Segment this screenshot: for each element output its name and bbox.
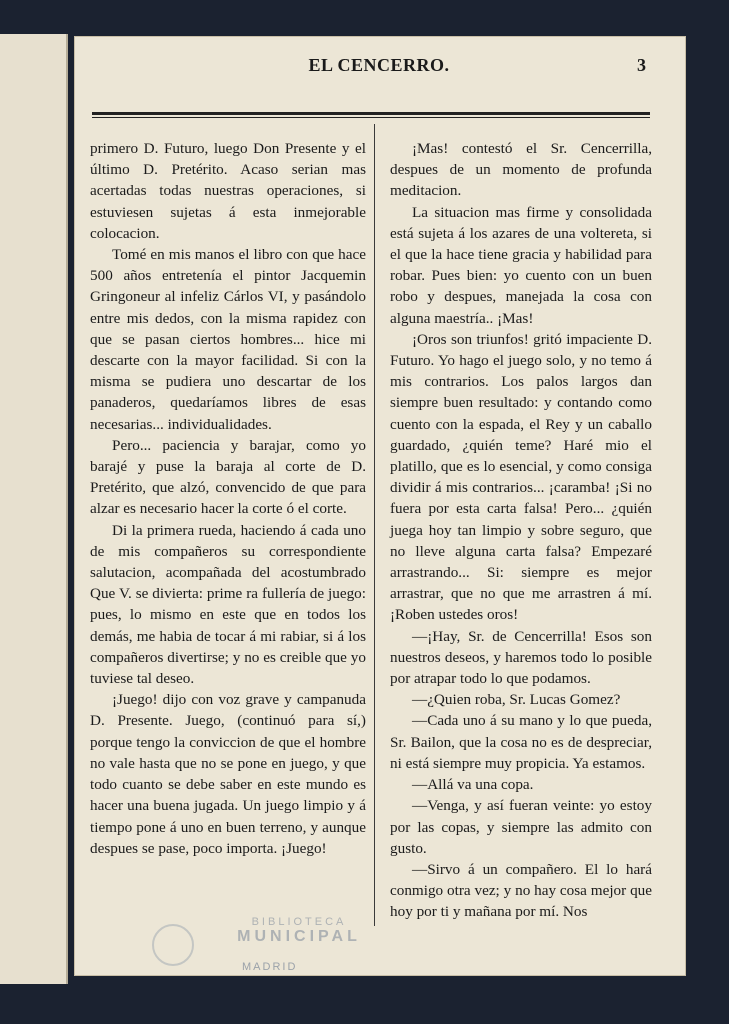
paragraph: Tomé en mis manos el libro con que hace 500 años entretenía el pintor Jacquemin Gringoneur al infeliz Cárlos VI, y pasándolo entre mis dedos, con la misma rapidez con que se pasan ciertos hombres... hice mi descarte con la mayor facilidad. Si con la misma se pudiera uno descartar de los panaderos, quedaríamos libres de esas necesarias... individualidades. [90, 246, 366, 433]
stamp-line: BIBLIOTECA [251, 916, 347, 928]
paragraph: —¡Hay, Sr. de Cencerrilla! Esos son nuestros deseos, y haremos todo lo posible por atrapar todo lo que podamos. [390, 627, 652, 688]
newspaper-title: EL CENCERRO. [308, 55, 450, 75]
paragraph: primero D. Futuro, luego Don Presente y el último D. Pretérito. Acaso serian mas acertadas todas nuestras operaciones, si estuviesen sujetas á esta inmejorable colocacion. [90, 140, 366, 242]
right-column [390, 138, 652, 923]
column-divider [374, 124, 375, 926]
paragraph: ¡Juego! dijo con voz grave y campanuda D. Presente. Juego, (continuó para sí,) porque tengo la conviccion de que el hombre no vale hasta que no se pone en juego, y que todo cuanto se debe saber en este mundo es hacer una buena jugada. Un juego limpio y á tiempo pone á uno en buen terreno, y aunque despues se pase, poco importa. ¡Juego! [90, 691, 366, 857]
library-seal-icon [152, 924, 194, 966]
paragraph: —Venga, y así fueran veinte: yo estoy por las copas, y siempre las admito con gusto. [390, 797, 652, 857]
newspaper-page [74, 36, 686, 976]
header-rule-thin [92, 117, 650, 118]
stamp-location: MADRID [242, 961, 298, 973]
paragraph: —¿Quien roba, Sr. Lucas Gomez? [412, 691, 621, 709]
paragraph: ¡Mas! contestó el Sr. Cencerrilla, despues de un momento de profunda meditacion. [390, 140, 652, 200]
page-header [86, 52, 672, 82]
facing-page-edge [0, 34, 68, 984]
paragraph: —Cada uno á su mano y lo que pueda, Sr. Bailon, que la cosa no es de despreciar, ni está siempre muy propicia. Ya estamos. [390, 712, 652, 772]
paragraph: ¡Oros son triunfos! gritó impaciente D. Futuro. Yo hago el juego solo, y no temo á mis contrarios. Los palos largos dan siempre buen resultado: y contando como cuento con la espada, el Rey y un caballo guardado, ¿quién teme? Haré mio el platillo, que es lo esencial, y como consiga dividir á mis contrarios... ¡caramba! ¡Si no fuera por esta carta falsa! Pero... ¿quién juega hoy tan limpio y sobre seguro, que no lleve alguna carta falsa? Empezaré arrastrando... Si: siempre es mejor arrastrar, que no que me arrastren á mí. ¡Roben ustedes oros! [390, 330, 652, 624]
paragraph: —Allá va una copa. [412, 776, 534, 794]
paragraph: Di la primera rueda, haciendo á cada uno de mis compañeros su correspondiente salutacion, acompañada del acostumbrado Que V. se divierta: prime ra fullería de juego: pues, lo mismo en este que en todos los demás, me habia de tocar á mi rabiar, si á los compañeros divertirse; y no es creible que yo tuviese tal deseo. [90, 521, 366, 688]
paragraph: Pero... paciencia y barajar, como yo barajé y puse la baraja al corte de D. Pretérito, que alzó, convencido de que para alzar es necesario hacer la corte ó el corte. [90, 436, 366, 518]
left-column [90, 138, 366, 859]
paragraph: —Sirvo á un compañero. El lo hará conmigo otra vez; y no hay cosa mejor que hoy por ti y mañana por mí. Nos [390, 860, 652, 921]
library-stamp [194, 916, 404, 956]
page-number: 3 [637, 55, 646, 75]
header-rule-thick [92, 112, 650, 115]
stamp-line: MUNICIPAL [237, 928, 361, 945]
paragraph: La situacion mas firme y consolidada está sujeta á los azares de una voltereta, si el que la hace tiene gracia y habilidad para robar. Pues bien: yo cuento con un buen robo y despues, manejada la cosa con alguna maestría.. ¡Mas! [390, 203, 652, 327]
